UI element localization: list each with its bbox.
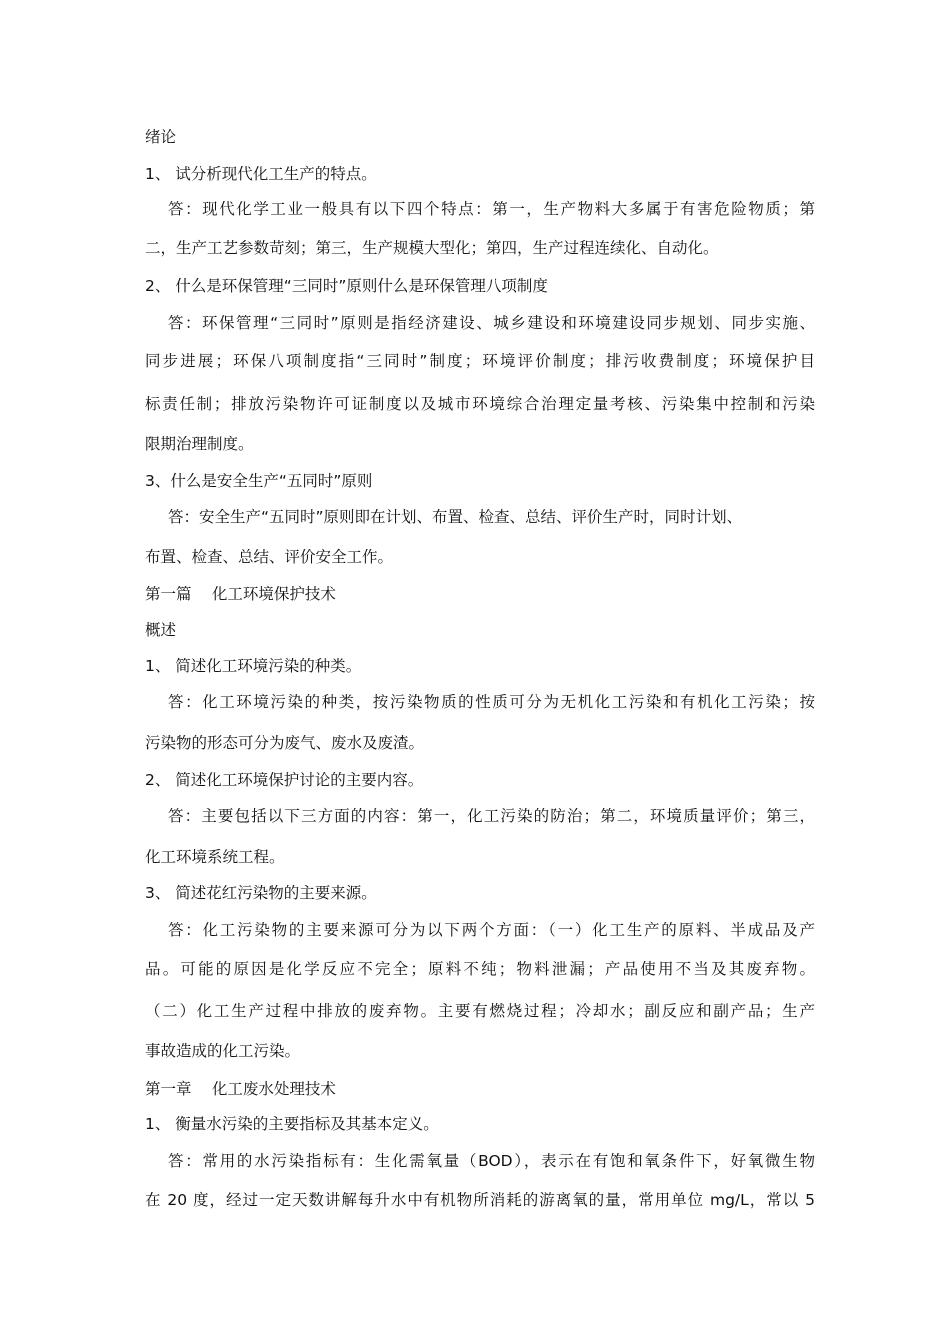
- answer-1-line-2: 二，生产工艺参数苛刻；第三，生产规模大型化；第四，生产过程连续化、自动化。: [145, 239, 719, 257]
- overview-question-1: 1、 简述化工环境污染的种类。: [145, 657, 362, 675]
- overview-question-3: 3、 简述花红污染物的主要来源。: [145, 884, 377, 902]
- overview-heading: 概述: [145, 621, 177, 639]
- overview-answer-1-line-2: 污染物的形态可分为废气、废水及废渣。: [145, 734, 425, 752]
- chapter-1-heading: 第一章 化工废水处理技术: [145, 1080, 336, 1098]
- answer-3-line-2: 布置、检查、总结、评价安全工作。: [145, 548, 394, 566]
- answer-3-line-1: 答：安全生产“五同时”原则即在计划、布置、检查、总结、评价生产时，同时计划、: [168, 508, 743, 526]
- chapter-1-answer-1-line-1: 答：常用的水污染指标有：生化需氧量（BOD），表示在有饱和氧条件下，好氧微生物: [168, 1152, 815, 1170]
- answer-2-line-1: 答：环保管理“三同时”原则是指经济建设、城乡建设和环境建设同步规划、同步实施、: [168, 314, 815, 332]
- chapter-1-answer-1-line-2: 在 20 度，经过一定天数讲解每升水中有机物所消耗的游离氧的量，常用单位 mg/L，常以 5: [145, 1191, 815, 1209]
- overview-answer-1-line-1: 答：化工环境污染的种类，按污染物质的性质可分为无机化工污染和有机化工污染；按: [168, 693, 815, 711]
- overview-answer-3-line-1: 答：化工污染物的主要来源可分为以下两个方面：（一）化工生产的原料、半成品及产: [168, 921, 815, 939]
- overview-answer-2-line-2: 化工环境系统工程。: [145, 848, 285, 866]
- overview-question-2: 2、 简述化工环境保护讨论的主要内容。: [145, 771, 424, 789]
- answer-2-line-3: 标责任制；排放污染物许可证制度以及城市环境综合治理定量考核、污染集中控制和污染: [145, 395, 815, 413]
- question-1: 1、 试分析现代化工生产的特点。: [145, 165, 377, 183]
- answer-2-line-4: 限期治理制度。: [145, 435, 254, 453]
- overview-answer-2-line-1: 答：主要包括以下三方面的内容：第一，化工污染的防治；第二，环境质量评价；第三，: [168, 807, 815, 825]
- overview-answer-3-line-2: 品。可能的原因是化学反应不完全；原料不纯；物料泄漏；产品使用不当及其废弃物。: [145, 960, 815, 978]
- part-1-heading: 第一篇 化工环境保护技术: [145, 585, 336, 603]
- question-3: 3、什么是安全生产“五同时”原则: [145, 472, 373, 490]
- heading-introduction: 绪论: [145, 128, 177, 146]
- answer-2-line-2: 同步进展；环保八项制度指“三同时”制度；环境评价制度；排污收费制度；环境保护目: [145, 352, 815, 370]
- answer-1-line-1: 答：现代化学工业一般具有以下四个特点：第一，生产物料大多属于有害危险物质；第: [168, 200, 815, 218]
- overview-answer-3-line-4: 事故造成的化工污染。: [145, 1042, 301, 1060]
- chapter-1-question-1: 1、 衡量水污染的主要指标及其基本定义。: [145, 1115, 439, 1133]
- overview-answer-3-line-3: （二）化工生产过程中排放的废弃物。主要有燃烧过程；冷却水；副反应和副产品；生产: [145, 1002, 815, 1020]
- question-2: 2、 什么是环保管理“三同时”原则什么是环保管理八项制度: [145, 277, 548, 295]
